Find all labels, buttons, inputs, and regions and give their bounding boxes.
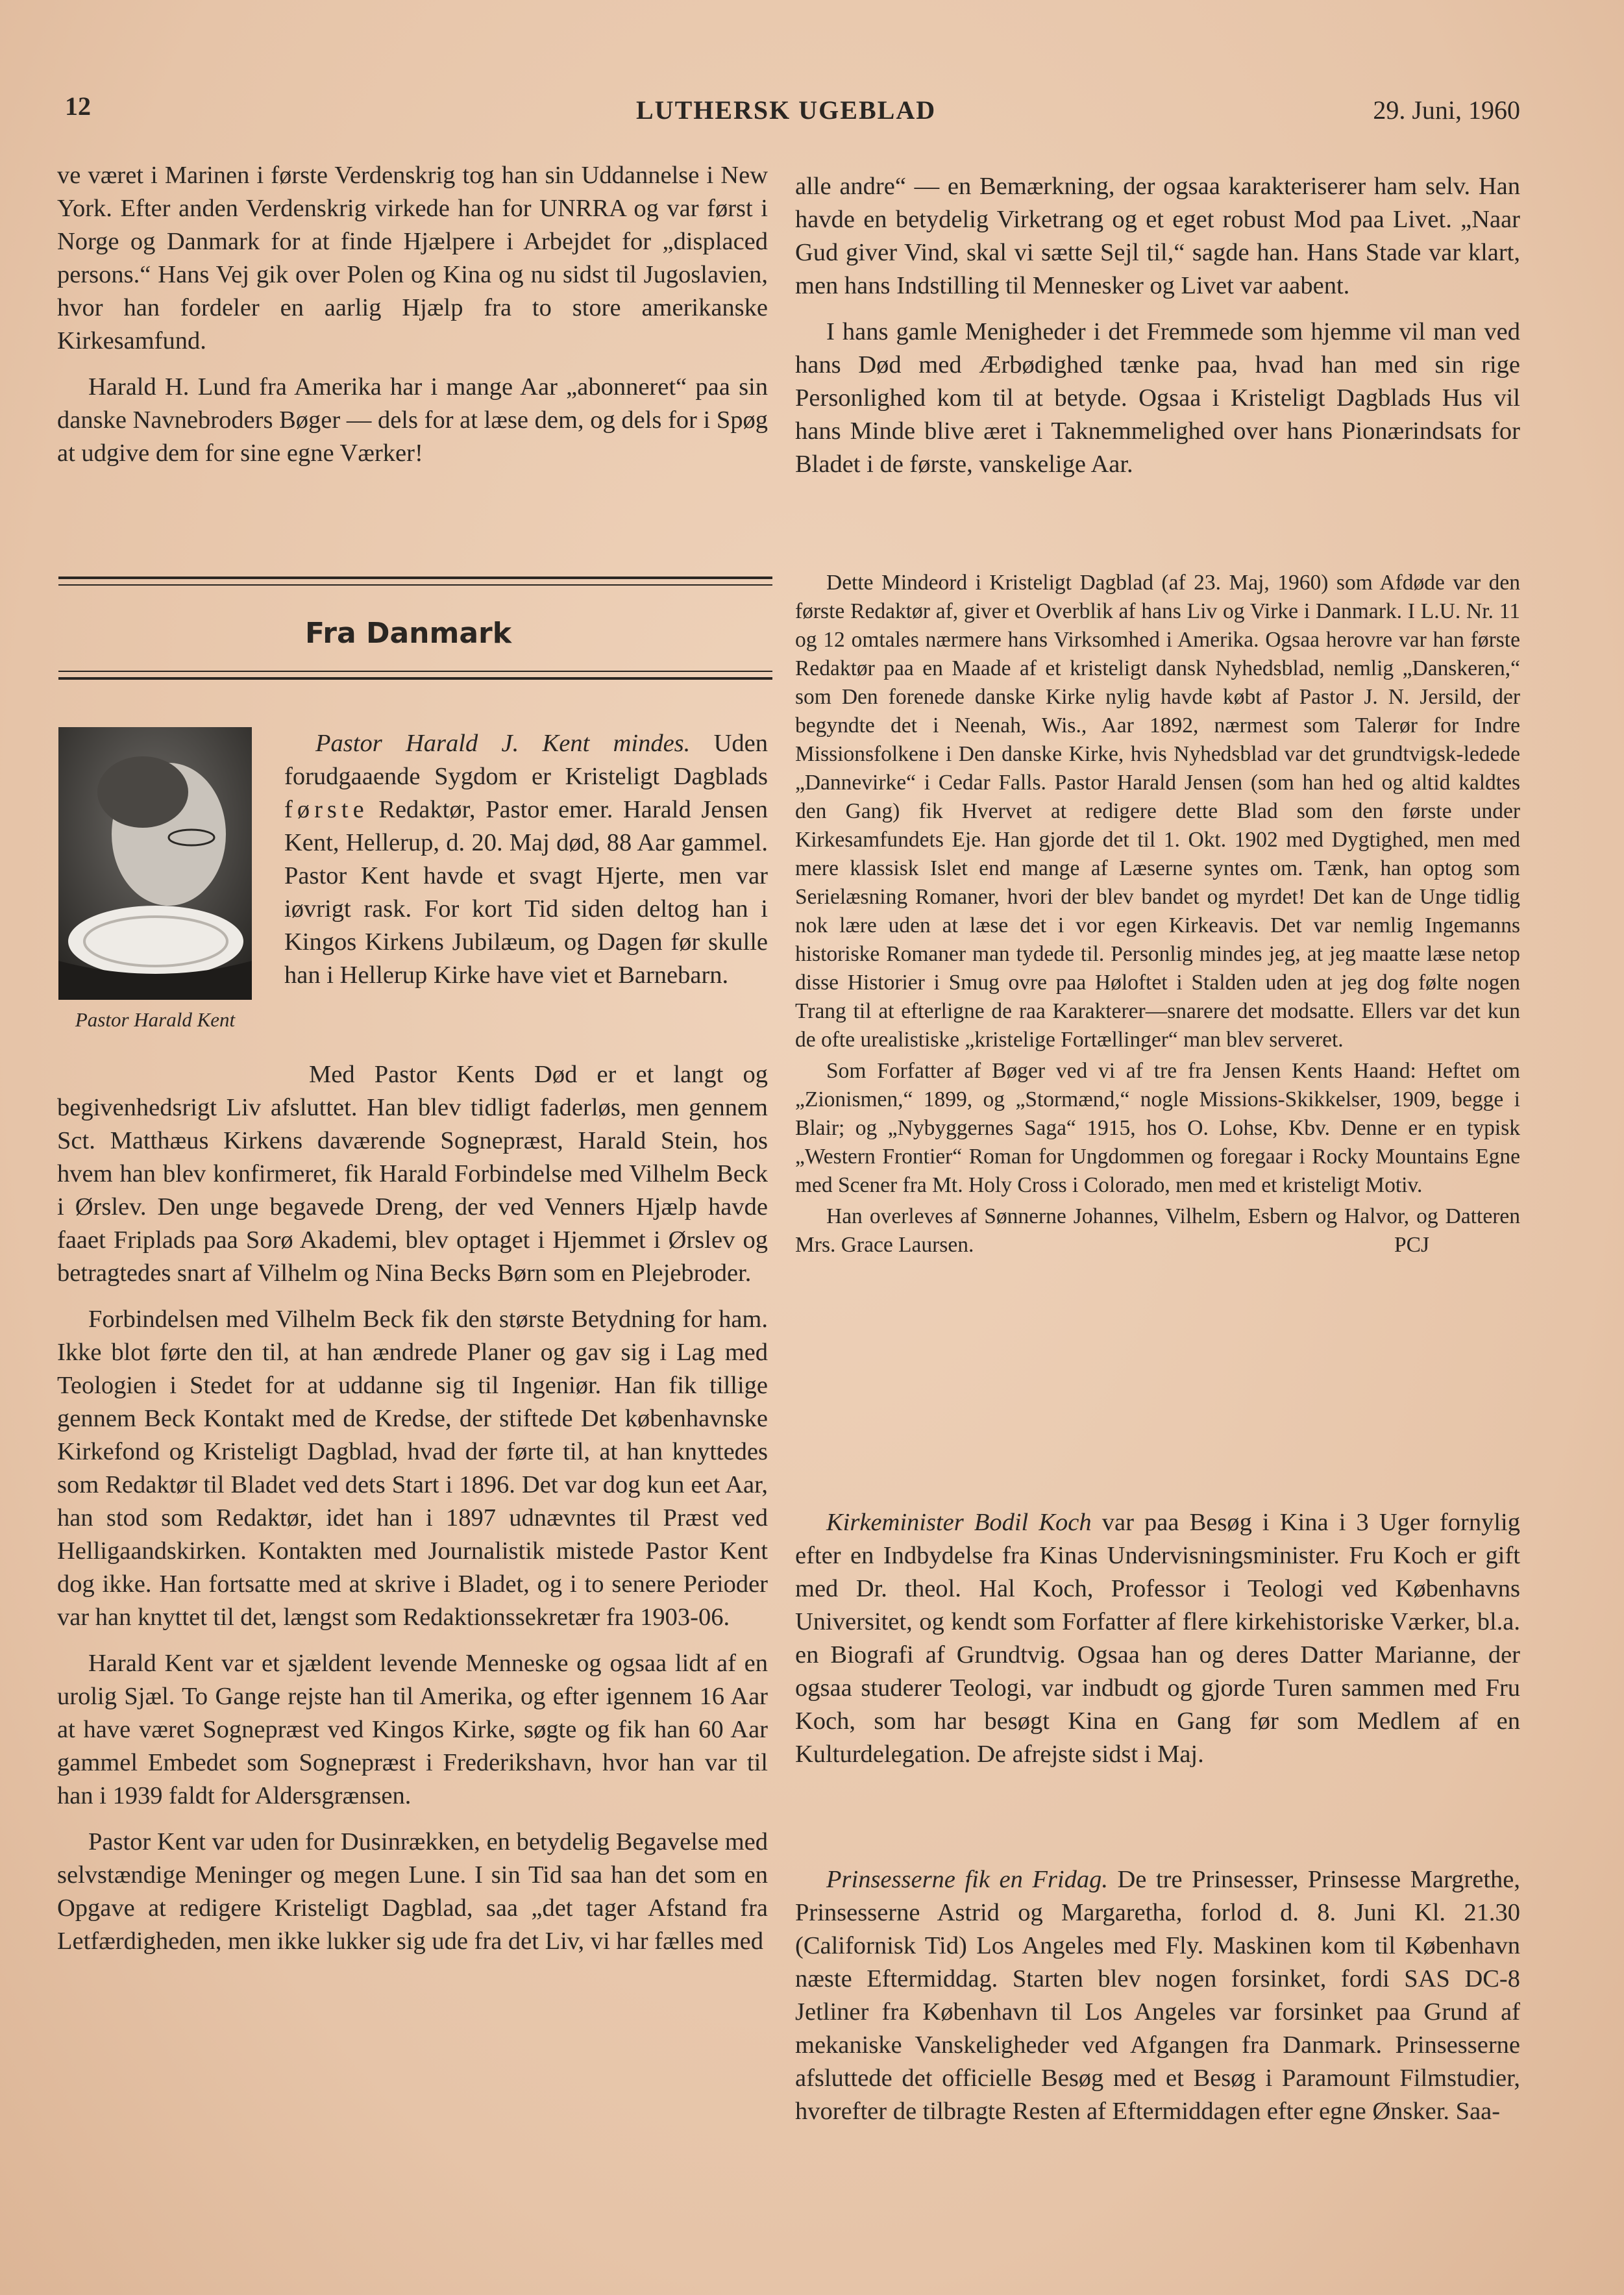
divider — [58, 577, 772, 579]
kent-article-body — [57, 1058, 768, 1971]
paragraph: Forbindelsen med Vilhelm Beck fik den største Betydning for ham. Ikke blot førte den til, at han ændrede Planer og gav sig i Lag med Teologien i Stedet for at uddanne sig til Ingeniør. Han fik tillige gennem Beck Kontakt med de Kredse, der stiftede Det københavnske Kirkefond og Kristeligt Dagblad, hvad der førte til, at han knyttedes som Redaktør til Bladet ved dets Start i 1896. Det var dog kun eet Aar, han stod som Redaktør, idet han i 1897 udnævntes til Præst ved Helligaandskirken. Kontakten med Journalistik mistede Pastor Kent dog ikke. Han fortsatte med at skrive i Bladet, og i to senere Perioder var han knyttet til det, længst som Redaktionssekretær fra 1903-06. — [57, 1306, 768, 1631]
right-top-article — [795, 170, 1520, 494]
koch-article — [795, 1506, 1520, 1784]
article-text: Uden forudgaaende Sygdom er Kristeligt Dagblads — [284, 730, 768, 790]
section-rule-bottom — [58, 665, 772, 685]
issue-date: 29. Juni, 1960 — [1373, 95, 1520, 125]
paragraph: Som Forfatter af Bøger ved vi af tre fra Jensen Kents Haand: Heftet om „Zionismen,“ 1899, og „Stormænd,“ nogle Missions-Skikkelser, 1909, begge i Blair; og „Nybyggernes Saga“ 1915, hos O. Lohse, Kbv. Denne er en typisk „Western Frontier“ Roman for Ungdommen og foregaar i Rocky Mountains Egne med Scener fra Mt. Holy Cross i Colorado, men med et kristeligt Motiv. — [795, 1059, 1520, 1197]
article-lead-title: Pastor Harald J. Kent mindes. — [315, 730, 691, 757]
left-top-article — [57, 159, 768, 483]
kent-lead — [284, 727, 768, 1005]
divider — [58, 677, 772, 680]
page-number: 12 — [65, 92, 91, 121]
paragraph: Pastor Kent var uden for Dusinrækken, en betydelig Begavelse med selvstændige Meninger og megen Lune. I sin Tid saa han det som en Opgave at redigere Kristeligt Dagblad, saa „det tager Afstand fra Letfærdigheden, men ikke lukker sig ude fra det Liv, vi har fælles med — [57, 1828, 768, 1955]
article-lead-title: Kirkeminister Bodil Koch — [826, 1509, 1092, 1536]
page-header — [65, 91, 1520, 136]
editor-note — [795, 569, 1520, 1272]
divider — [58, 584, 772, 586]
section-rule-top — [58, 571, 772, 591]
section-title: Fra Danmark — [305, 617, 511, 650]
paragraph: ve været i Marinen i første Verdenskrig tog han sin Uddannelse i New York. Efter anden Verdenskrig virkede han for UNRRA og var først i Norge og Danmark for at finde Hjælpere i Arbejdet for „displaced persons.“ Hans Vej gik over Polen og Kina og nu sidst til Jugoslavien, hvor han fordeler en aarlig Hjælp fra to store amerikanske Kirkesamfund. — [57, 162, 768, 354]
portrait-image — [58, 727, 252, 1000]
signature: PCJ — [1394, 1233, 1429, 1257]
paragraph: Harald H. Lund fra Amerika har i mange Aar „abonneret“ paa sin danske Navnebroders Bøger — dels for at læse dem, og dels for i Spøg at udgive dem for sine egne Værker! — [57, 373, 768, 467]
paragraph: Han overleves af Sønnerne Johannes, Vilhelm, Esbern og Halvor, og Datteren Mrs. Grace Laursen. — [795, 1204, 1520, 1257]
paragraph: Harald Kent var et sjældent levende Menneske og ogsaa lidt af en urolig Sjæl. To Gange rejste han til Amerika, og efter igennem 16 Aar at have været Sognepræst ved Kingos Kirke, søgte og fik han 60 Aar gammel Embedet som Sognepræst i Frederikshavn, hvor han var til han i 1939 faldt for Aldersgrænsen. — [57, 1650, 768, 1809]
photo-caption: Pastor Harald Kent — [75, 1008, 236, 1031]
paragraph: alle andre“ — en Bemærkning, der ogsaa karakteriserer ham selv. Han havde en betydelig Virketrang og et eget robust Mod paa Livet. „Naar Gud giver Vind, skal vi sætte Sejl til,“ sagde han. Hans Stade var klart, men hans Indstilling til Mennesker og Livet var aabent. — [795, 173, 1520, 299]
paragraph: Dette Mindeord i Kristeligt Dagblad (af 23. Maj, 1960) som Afdøde var den første Redaktør af, giver et Overblik af hans Liv og Virke i Danmark. I L.U. Nr. 11 og 12 omtales nærmere hans Virksomhed i Amerika. Ogsaa herovre var han første Redaktør paa en Maade af et kristeligt dansk Nyhedsblad, nemlig „Danskeren,“ som Den forenede danske Kirke nylig havde købt af Pastor J. N. Jersild, der begyndte det i Neenah, Wis., Aar 1892, nærmest som Talerør for Indre Missionsfolkene i Den danske Kirke, hvis Nyhedsblad var det grundtvigsk-ledede „Dannevirke“ i Cedar Falls. Pastor Harald Jensen (som han hed og altid kaldtes den Gang) fik Hvervet at redigere dette Blad som den første under Kirkesamfundets Eje. Han gjorde det til 1. Okt. 1902 med Dygtighed, men med mere klassisk Islet end mange af Læserne syntes om. Tænk, han optog som Serielæsning Romaner, hvori der blev bandet og myrdet! Det kan de Unge tidlig nok lære uden at læse det i vor egen Kirkeavis. Det var nemlig Ingemanns historiske Romaner man tydede til. Personlig mindes jeg, at jeg maatte læse netop disse Historier i Smug ovre paa Høloftet i Stalden uden at jeg dog følte nogen Trang til at efterligne de raa Karakterer—snarere det modsatte. Ellers var det kun de ofte urealistiske „kristelige Fortællinger“ man blev serveret. — [795, 571, 1520, 1052]
article-text: var paa Besøg i Kina i 3 Uger fornylig efter en Indbydelse fra Kinas Undervisningsminister. Fru Koch er gift med Dr. theol. Hal Koch, Professor i Teologi ved Københavns Universitet, og kendt som Forfatter af flere kirkehistoriske Værker, bl.a. en Biografi af Grundtvig. Ogsaa han og deres Datter Marianne, der ogsaa studerer Teologi, var indbudt og gjorde Turen sammen med Fru Koch, som har besøgt Kina en Gang før som Medlem af en Kulturdelegation. De afrejste sidst i Maj. — [795, 1509, 1520, 1768]
article-text: De tre Prinsesser, Prinsesse Margrethe, Prinsesserne Astrid og Margaretha, forlod d. 8. Juni Kl. 21.30 (Californisk Tid) Los Angeles med Fly. Maskinen kom til København næste Eftermiddag. Starten blev nogen forsinket, fordi SAS DC-8 Jetliner fra København til Los Angeles var forsinket paa Grund af mekaniske Vanskeligheder ved Afgangen fra Danmark. Prinsesserne afsluttede det officielle Besøg med et Besøg i Paramount Filmstudier, hvorefter de tilbragte Resten af Eftermiddagen efter egne Ønsker. Saa- — [795, 1866, 1520, 2125]
article-text: Redaktør, Pastor emer. Harald Jensen Kent, Hellerup, d. 20. Maj død, 88 Aar gammel. Pastor Kent havde et svagt Hjerte, men var iøvrigt rask. For kort Tid siden deltog han i Kingos Kirkens Jubilæum, og Dagen før skulle han i Hellerup Kirke have viet et Barnebarn. — [284, 796, 768, 989]
princesses-article — [795, 1863, 1520, 2141]
emphasis-text: første — [284, 796, 369, 823]
paragraph: Med Pastor Kents Død er et langt og begivenhedsrigt Liv afsluttet. Han blev tidligt faderløs, men gennem Sct. Matthæus Kirkens daværende Sognepræst, Harald Stein, hos hvem han blev konfirmeret, fik Harald Forbindelse med Vilhelm Beck i Ørslev. Den unge begavede Dreng, der ved Venners Hjælp havde faaet Friplads paa Sorø Akademi, blev optaget i Hjemmet i Ørslev og betragtedes snart af Vilhelm og Nina Becks Børn som en Plejebroder. — [57, 1061, 768, 1287]
publication-title: LUTHERSK UGEBLAD — [636, 95, 937, 125]
divider — [58, 671, 772, 672]
article-lead-title: Prinsesserne fik en Fridag. — [826, 1866, 1108, 1893]
portrait-photo — [58, 727, 252, 1000]
paragraph: I hans gamle Menigheder i det Fremmede som hjemme vil man ved hans Død med Ærbødighed tænke paa, hvad han med sin rige Personlighed kom til at betyde. Ogsaa i Kristeligt Dagblads Hus vil hans Minde blive æret i Taknemmelighed over hans Pionærindsats for Bladet i de første, vanskelige Aar. — [795, 318, 1520, 478]
